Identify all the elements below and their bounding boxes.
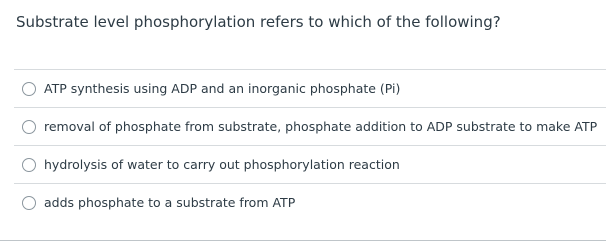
answer-list: [14, 69, 606, 221]
radio-button[interactable]: [22, 196, 36, 210]
answer-option-3[interactable]: [14, 145, 606, 183]
answer-label: hydrolysis of water to carry out phosphorylation reaction: [44, 156, 400, 172]
radio-button[interactable]: [22, 120, 36, 134]
radio-button[interactable]: [22, 158, 36, 172]
answer-label: removal of phosphate from substrate, phosphate addition to ADP substrate to make ATP: [44, 118, 598, 134]
answer-label: ATP synthesis using ADP and an inorganic phosphate (Pi): [44, 80, 401, 96]
answer-label: adds phosphate to a substrate from ATP: [44, 194, 296, 210]
answer-option-4[interactable]: [14, 183, 606, 221]
question-text: Substrate level phosphorylation refers to which of the following?: [16, 13, 501, 31]
bottom-divider: [0, 240, 606, 241]
radio-button[interactable]: [22, 82, 36, 96]
answer-option-2[interactable]: [14, 107, 606, 145]
answer-option-1[interactable]: [14, 69, 606, 107]
